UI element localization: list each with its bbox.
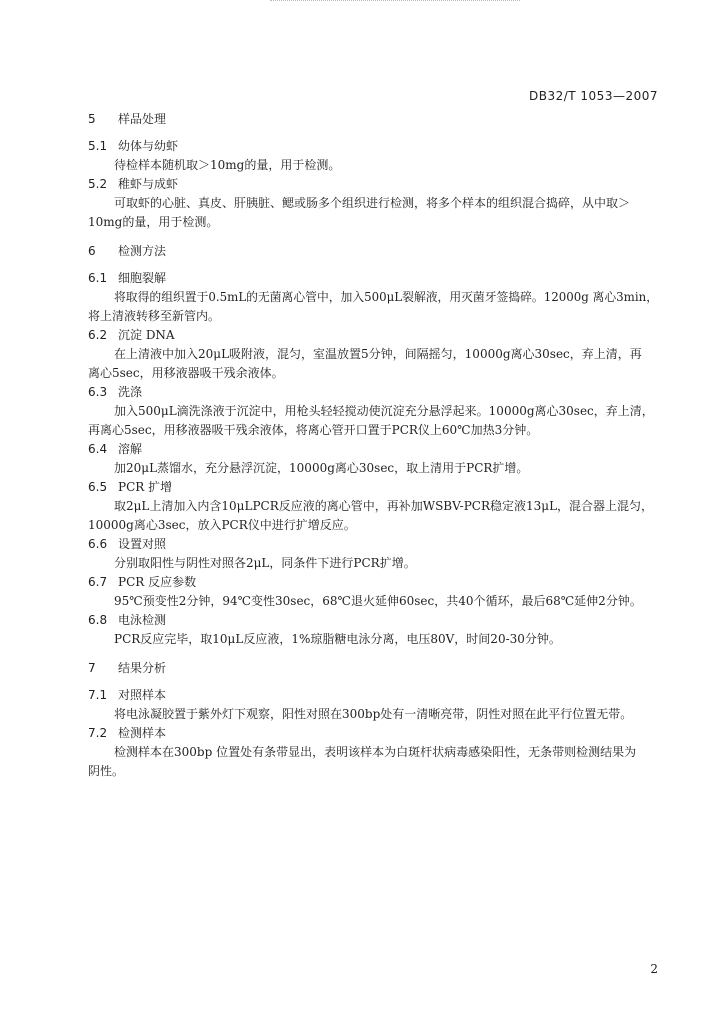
paragraph-continuation: 10000g离心3sec，放入PCR仪中进行扩增反应。 bbox=[88, 518, 356, 532]
paragraph-continuation: 阴性。 bbox=[88, 764, 125, 778]
subsection-heading: 6.1 细胞裂解 bbox=[88, 271, 167, 285]
paragraph: 95℃预变性2分钟，94℃变性30sec，68℃退火延伸60sec，共40个循环，最后68℃延伸2分钟。 bbox=[114, 594, 642, 608]
subsection-heading: 6.5 PCR 扩增 bbox=[88, 480, 173, 494]
subsection-heading: 6.8 电泳检测 bbox=[88, 613, 167, 627]
paragraph: 加20μL蒸馏水，充分悬浮沉淀，10000g离心30sec，取上清用于PCR扩增。 bbox=[114, 461, 529, 475]
paragraph: 取2μL上清加入内含10μLPCR反应液的离心管中，再补加WSBV-PCR稳定液13μL，混合器上混匀， bbox=[114, 499, 654, 513]
paragraph: 加入500μL滴洗涤液于沉淀中，用枪头轻轻搅动使沉淀充分悬浮起来。10000g离心30sec，弃上清， bbox=[114, 404, 654, 418]
paragraph-continuation: 将上清液转移至新管内。 bbox=[88, 309, 221, 323]
paragraph-continuation: 10mg的量，用于检测。 bbox=[88, 215, 219, 229]
section-heading: 5 样品处理 bbox=[88, 112, 167, 126]
paragraph: 待检样本随机取＞10mg的量，用于检测。 bbox=[114, 158, 341, 172]
scan-artifact bbox=[270, 0, 520, 4]
paragraph-continuation: 再离心5sec，用移液器吸干残余液体，将离心管开口置于PCR仪上60℃加热3分钟。 bbox=[88, 423, 539, 437]
subsection-heading: 6.3 洗涤 bbox=[88, 385, 143, 399]
subsection-heading: 6.4 溶解 bbox=[88, 442, 143, 456]
document-code: DB32/T 1053—2007 bbox=[528, 89, 658, 103]
paragraph: 分别取阳性与阴性对照各2μL，同条件下进行PCR扩增。 bbox=[114, 556, 416, 570]
paragraph: 将电泳凝胶置于紫外灯下观察，阳性对照在300bp处有一清晰亮带，阴性对照在此平行位置无带。 bbox=[114, 707, 633, 721]
paragraph: 检测样本在300bp 位置处有条带显出，表明该样本为白斑杆状病毒感染阳性，无条带则检测结果为 bbox=[114, 745, 637, 759]
paragraph: 将取得的组织置于0.5mL的无菌离心管中，加入500μL裂解液，用灭菌牙签捣碎。12000g 离心3min， bbox=[114, 290, 658, 304]
paragraph: PCR反应完毕，取10μL反应液，1%琼脂糖电泳分离，电压80V，时间20-30分钟。 bbox=[114, 632, 561, 646]
paragraph: 可取虾的心脏、真皮、肝胰脏、鳃或肠多个组织进行检测，将多个样本的组织混合捣碎，从中取＞ bbox=[114, 196, 631, 210]
subsection-heading: 6.2 沉淀 DNA bbox=[88, 328, 175, 342]
document-body bbox=[88, 110, 663, 781]
subsection-heading: 5.2 稚虾与成虾 bbox=[88, 177, 179, 191]
subsection-heading: 7.1 对照样本 bbox=[88, 688, 167, 702]
page-number: 2 bbox=[650, 962, 658, 976]
subsection-heading: 5.1 幼体与幼虾 bbox=[88, 139, 179, 153]
subsection-heading: 6.7 PCR 反应参数 bbox=[88, 575, 197, 589]
paragraph-continuation: 离心5sec，用移液器吸干残余液体。 bbox=[88, 366, 284, 380]
subsection-heading: 6.6 设置对照 bbox=[88, 537, 167, 551]
section-heading: 6 检测方法 bbox=[88, 244, 167, 258]
section-heading: 7 结果分析 bbox=[88, 661, 167, 675]
paragraph: 在上清液中加入20μL吸附液，混匀，室温放置5分钟，间隔摇匀，10000g离心30sec，弃上清，再 bbox=[114, 347, 642, 361]
subsection-heading: 7.2 检测样本 bbox=[88, 726, 167, 740]
